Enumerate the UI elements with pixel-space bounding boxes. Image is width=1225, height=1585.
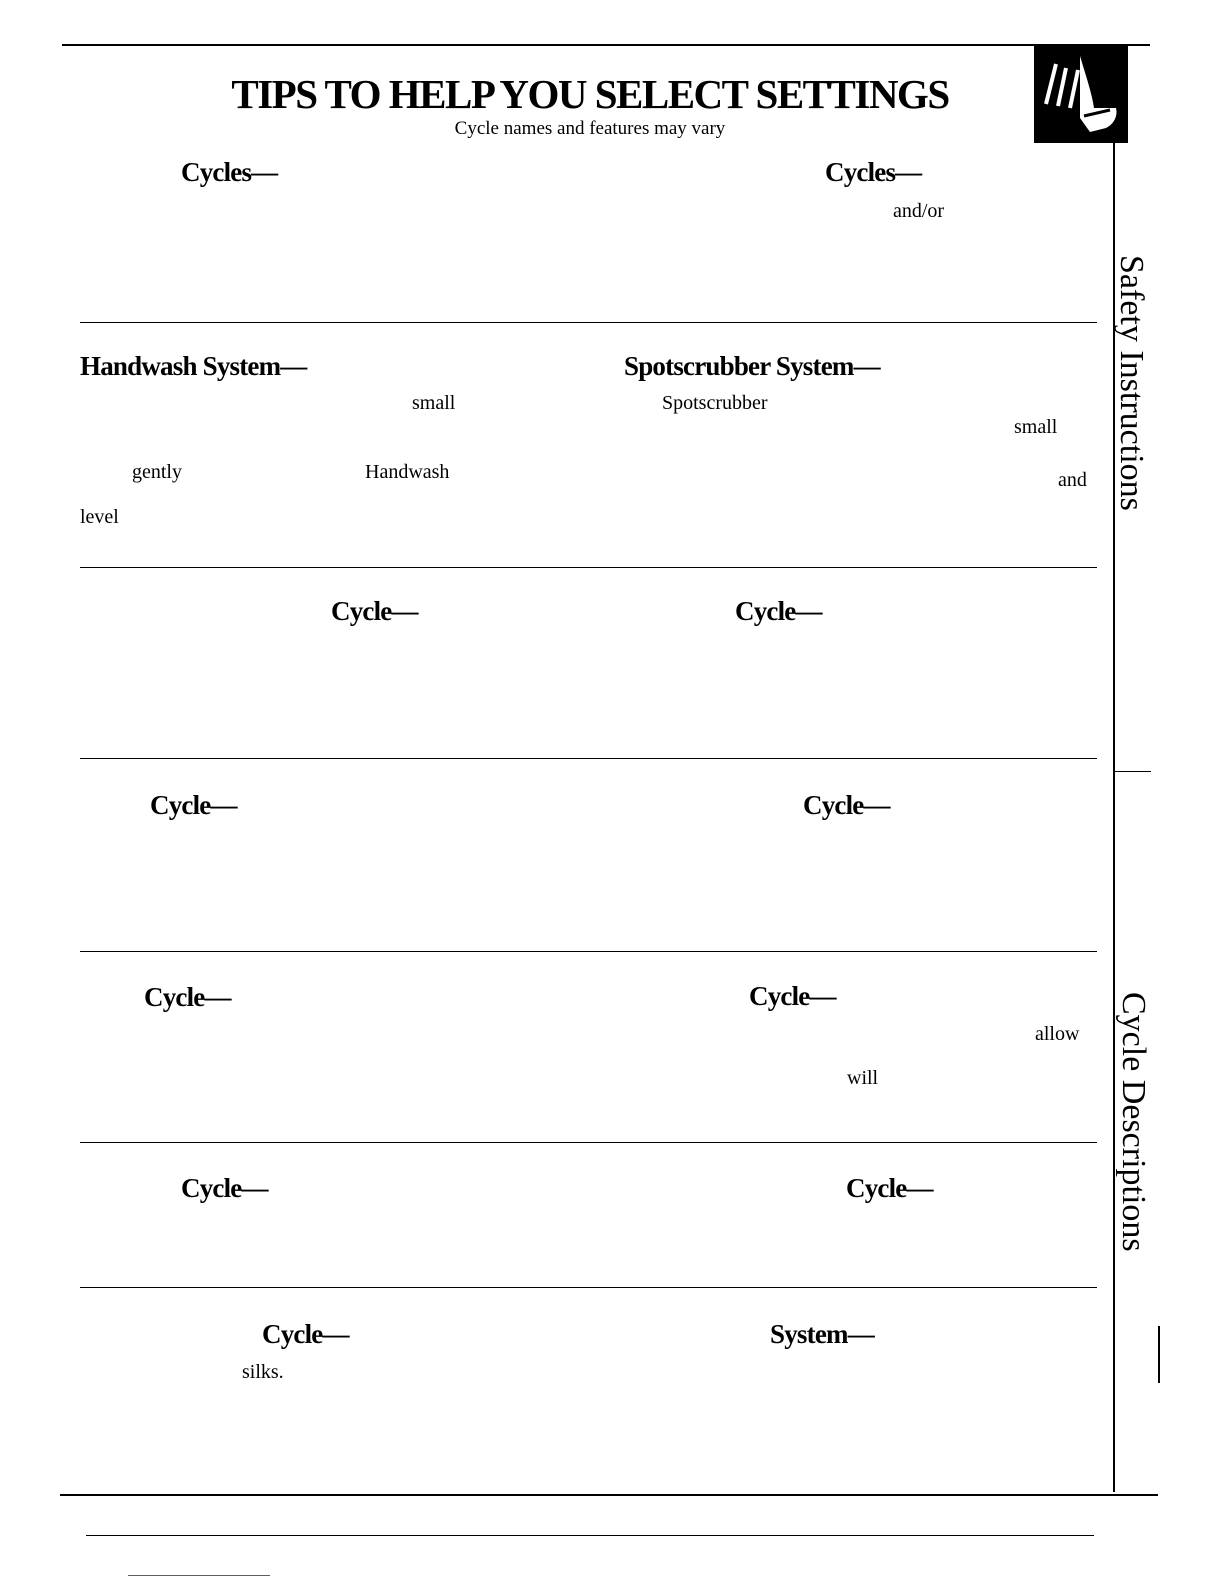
bottom-rule: [60, 1494, 1158, 1496]
text-fragment: small: [412, 392, 456, 414]
text-fragment: level: [80, 506, 119, 528]
text-fragment: silks.: [242, 1361, 284, 1383]
section-heading: Cycle—: [150, 790, 237, 820]
section-divider: [80, 1142, 1097, 1143]
section-divider: [80, 1287, 1097, 1288]
text-fragment: Spotscrubber: [662, 392, 768, 414]
section-heading: Cycles—: [825, 157, 922, 187]
section-heading: Cycle—: [749, 981, 836, 1011]
text-fragment: and: [1058, 469, 1087, 491]
footer-rule: [86, 1535, 1094, 1536]
section-heading: Cycles—: [181, 157, 278, 187]
side-tab-marker: [1158, 1326, 1160, 1383]
text-fragment: and/or: [893, 200, 945, 222]
side-tab-safety-instructions: Safety Instructions: [1113, 255, 1150, 511]
side-tab-cycle-descriptions: Cycle Descriptions: [1115, 992, 1152, 1252]
text-fragment: allow: [1035, 1023, 1080, 1045]
text-fragment: will: [847, 1067, 879, 1089]
section-heading: Spotscrubber System—: [624, 351, 880, 381]
text-fragment: Handwash: [365, 461, 450, 483]
page-title: TIPS TO HELP YOU SELECT SETTINGS: [231, 71, 949, 117]
section-heading: Cycle—: [803, 790, 890, 820]
section-heading: Cycle—: [181, 1173, 268, 1203]
section-heading: Cycle—: [144, 982, 231, 1012]
top-rule: [62, 44, 1150, 46]
section-divider: [80, 758, 1097, 759]
section-divider: [80, 567, 1097, 568]
section-heading: Handwash System—: [80, 351, 307, 381]
section-divider: [80, 951, 1097, 952]
text-fragment: gently: [132, 461, 182, 483]
side-tab-divider: [1113, 771, 1151, 772]
section-heading: Cycle—: [735, 596, 822, 626]
section-heading: Cycle—: [846, 1173, 933, 1203]
section-heading: System—: [770, 1319, 874, 1349]
link-underline: [128, 1575, 270, 1576]
section-heading: Cycle—: [262, 1319, 349, 1349]
section-divider: [80, 322, 1097, 323]
text-fragment: small: [1014, 416, 1058, 438]
page-subtitle: Cycle names and features may vary: [454, 118, 726, 139]
section-heading: Cycle—: [331, 596, 418, 626]
